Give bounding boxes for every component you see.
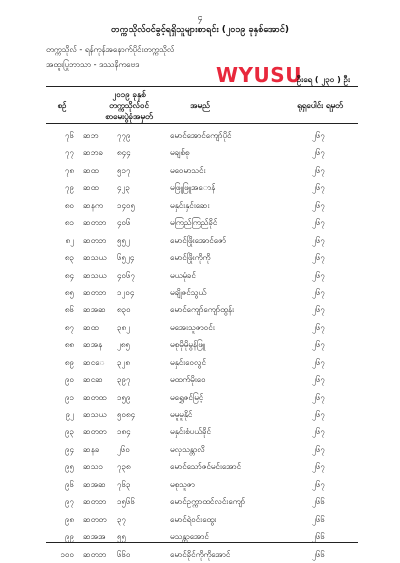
row-student-name: မဝေမာသင်း [170, 165, 206, 175]
row-exam-code: ဆတဘ [83, 497, 107, 507]
row-exam-code: ဆသယ [83, 253, 107, 263]
header-entrance-line2: တက္ကသိုလ်ဝင် [109, 101, 149, 110]
table-row [0, 371, 400, 388]
row-student-name: မနှင်းနှင်းဆေး [170, 200, 210, 210]
table-row [0, 214, 400, 231]
row-number: ၉၆ [65, 479, 74, 489]
row-exam-code: ဆထ [83, 183, 99, 193]
table-row [0, 511, 400, 528]
table-row [0, 232, 400, 249]
page-number: ၄ [197, 13, 203, 23]
row-entrance-no: ၅၀၈၄ [117, 410, 136, 419]
row-score: ၂၆၇ [312, 340, 325, 350]
row-student-name: မနှင်းဝေလွင် [170, 357, 206, 367]
row-exam-code: ဆတဘ [83, 235, 107, 245]
row-number: ၈၈ [64, 340, 74, 350]
row-number: ၇၉ [65, 183, 74, 193]
row-number: ၈၂ [65, 235, 74, 245]
row-number: ၁၀၀ [60, 549, 74, 559]
table-row [0, 441, 400, 458]
table-bottom-rule [46, 542, 358, 543]
row-exam-code: ဆတတ [83, 514, 107, 524]
table-row [0, 179, 400, 196]
document-title: တက္ကသိုလ်ဝင်ခွင့်ရရှိသူများစာရင်း (၂၀၁၉ ခုနှစ်အောင်) [111, 25, 289, 35]
header-name: အမည် [190, 101, 210, 110]
total-count: ဦးရေ ( ၂၃၀ ) ဦး [296, 75, 350, 84]
row-student-name: မောင်အောင်ကျော်ပိုင် [170, 131, 232, 140]
row-score: ၂၆၇ [312, 392, 325, 402]
row-score: ၂၆၇ [312, 270, 325, 280]
row-number: ၉၃ [65, 427, 74, 437]
row-student-name: မချစ်စု [170, 148, 190, 158]
row-exam-code: ဆတဘ [83, 287, 107, 297]
row-student-name: မစုမိုမိုမွန်ဖြူ [170, 340, 206, 350]
row-entrance-no: ၃၉၇ [117, 375, 131, 385]
row-number: ၇၆ [65, 131, 74, 140]
row-number: ၉၈ [64, 514, 74, 524]
row-score: ၂၆၆ [312, 532, 325, 542]
row-entrance-no: ၁၄၀၅ [117, 200, 135, 210]
table-row [0, 267, 400, 284]
table-row [0, 406, 400, 423]
table-row [0, 162, 400, 179]
row-entrance-no: ၈၄၄ [117, 148, 131, 158]
row-exam-code: ဆဘ [83, 131, 99, 140]
row-entrance-no: ၃၇ [117, 514, 126, 524]
row-exam-code: ဆနခ [83, 444, 100, 454]
row-score: ၂၆၇ [312, 444, 325, 454]
row-student-name: မောင်သော်ဇင်မင်းအောင် [170, 462, 242, 472]
watermark-logo: WYUSU [216, 63, 302, 87]
row-score: ၂၆၇ [312, 235, 325, 245]
row-entrance-no: ၁၅၆၆ [117, 497, 135, 507]
row-student-name: မအေးသူဇာဝင်း [170, 322, 215, 332]
table-row [0, 249, 400, 266]
row-score: ၂၆၇ [312, 322, 325, 332]
row-student-name: မချိုဇင်သွယ် [170, 287, 207, 297]
row-score: ၂၆၇ [312, 462, 325, 472]
row-entrance-no: ၁၈၄ [117, 427, 131, 437]
row-student-name: မောင်ဥက္ကာထင်လင်းကျော် [170, 497, 246, 507]
row-number: ၈၅ [64, 287, 74, 297]
row-number: ၈၁ [64, 218, 74, 228]
row-entrance-no: ၅၅၂ [117, 235, 130, 245]
row-entrance-no: ၆၅၂၄ [117, 253, 135, 263]
row-entrance-no: ၇၆၃ [117, 479, 131, 489]
row-number: ၈၄ [64, 270, 74, 280]
row-score: ၂၆၆ [312, 497, 325, 507]
row-student-name: မနှင်းစံပယ်ခိုင် [170, 427, 211, 437]
table-top-rule [46, 86, 358, 87]
row-score: ၂၆၇ [312, 131, 325, 140]
row-number: ၉၉ [65, 532, 74, 542]
row-student-name: မသန္တာအောင် [170, 532, 209, 542]
table-row [0, 458, 400, 475]
row-exam-code: ဆတတ [83, 427, 107, 437]
table-row [0, 197, 400, 214]
row-score: ၂၆၇ [312, 148, 325, 158]
row-entrance-no: ၅၅ [117, 532, 126, 542]
row-score: ၂၆၇ [312, 218, 325, 228]
row-exam-code: ဆအအ [83, 532, 106, 542]
row-student-name: မမူမူနိုင် [170, 410, 193, 419]
header-entrance-line1: ၂၀၁၉ ခုနှစ် [112, 90, 146, 99]
row-entrance-no: ၁၅၉ [117, 392, 131, 402]
table-row [0, 493, 400, 510]
row-score: ၂၆၆ [312, 514, 325, 524]
row-student-name: မောင်ဖြိုးကိုကို [170, 253, 211, 263]
row-score: ၂၆၇ [312, 427, 325, 437]
table-row [0, 336, 400, 353]
row-score: ၂၆၇ [312, 357, 325, 367]
table-body [0, 127, 400, 563]
row-number: ၉၇ [65, 497, 74, 507]
row-entrance-no: ၇၃၈ [117, 462, 131, 472]
row-entrance-no: ၄၀၆၇ [117, 270, 135, 280]
row-exam-code: ဆသ၁ [83, 462, 103, 472]
row-entrance-no: ၁၂၀၄ [117, 287, 135, 297]
table-row [0, 546, 400, 563]
header-no: စဉ် [57, 101, 67, 110]
row-score: ၂၆၆ [312, 549, 325, 559]
row-exam-code: ဆထ [83, 165, 99, 175]
row-entrance-no: ၅၁၇ [117, 165, 131, 175]
table-row [0, 127, 400, 144]
row-exam-code: ဆသယ [83, 410, 107, 419]
row-score: ၂၆၇ [312, 200, 325, 210]
row-number: ၈၇ [64, 322, 74, 332]
row-score: ၂၆၇ [312, 183, 325, 193]
row-exam-code: ဆတဘ [83, 218, 107, 228]
table-row [0, 319, 400, 336]
table-row [0, 476, 400, 493]
header-entrance [92, 89, 166, 122]
row-student-name: မကြည်ကြည်ခိုင် [170, 218, 218, 228]
row-student-name: မလှသန္တာလိ [170, 444, 205, 454]
row-exam-code: ဆနက [83, 200, 103, 210]
row-number: ၉၄ [65, 444, 74, 454]
row-score: ၂၆၇ [312, 287, 325, 297]
major-line: အထူးပြုဘာသာ - ဒဿနိကဗေဒ [46, 60, 140, 69]
row-number: ၇၇ [65, 148, 74, 158]
row-student-name: မယမုံခင် [170, 270, 196, 280]
table-row [0, 354, 400, 371]
row-student-name: မစုသူဇာ [170, 479, 195, 489]
row-entrance-no: ၈၃၀ [117, 305, 131, 315]
row-exam-code: ဆအဆ [83, 305, 106, 315]
table-row [0, 144, 400, 161]
row-score: ၂၆၇ [312, 253, 325, 263]
row-exam-code: ဆဘခ [83, 148, 103, 158]
row-score: ၂၆၇ [312, 305, 325, 315]
row-student-name: မောင်ဖြိုးအောင်ဇော် [170, 235, 227, 245]
row-student-name: မဖြူဖြူအ‌ောန် [170, 183, 216, 193]
header-entrance-line3: စာမေးပွဲခုံအမှတ် [105, 112, 153, 121]
row-entrance-no: ၆၆၀ [117, 549, 131, 559]
row-exam-code: ဆတဘ [83, 549, 107, 559]
table-row [0, 389, 400, 406]
row-student-name: မောင်ကျော်ကျော်ထွန်း [170, 305, 234, 315]
row-entrance-no: ၃၂၈ [117, 357, 130, 367]
row-entrance-no: ၂၆၀ [117, 444, 130, 454]
row-entrance-no: ၇၇၉ [117, 131, 131, 140]
row-score: ၂၆၇ [312, 479, 325, 489]
row-number: ၇၈ [64, 165, 74, 175]
row-exam-code: ဆင‌ဆ [83, 375, 103, 385]
row-exam-code: ဆင‌ေ [83, 357, 105, 367]
row-number: ၈၃ [64, 253, 74, 263]
row-exam-code: ဆထ [83, 322, 99, 332]
row-score: ၂၆၇ [312, 165, 325, 175]
row-score: ၂၆၇ [312, 410, 325, 419]
row-number: ၈၉ [64, 357, 74, 367]
row-exam-code: ဆသယ [83, 270, 107, 280]
row-student-name: မောင်ရဲဝင်းထွေး [170, 514, 217, 524]
table-row [0, 423, 400, 440]
row-number: ၈၀ [64, 200, 74, 210]
row-number: ၉၂ [65, 410, 74, 419]
row-student-name: မထက်မိုးဝေ [170, 375, 206, 385]
row-number: ၈၆ [64, 305, 74, 315]
row-exam-code: ဆအဆ [83, 479, 106, 489]
row-exam-code: ဆတထ [83, 392, 107, 402]
table-row [0, 301, 400, 318]
row-student-name: မရွှေဇင်မြင့် [170, 392, 204, 402]
header-score: ရုရှပေါင်း ရမှတ် [297, 101, 343, 110]
row-number: ၉၁ [65, 392, 74, 402]
row-score: ၂၆၇ [312, 375, 325, 385]
table-header-rule [46, 123, 358, 124]
row-exam-code: ဆအန [83, 340, 103, 350]
row-entrance-no: ၄၂၃ [117, 183, 130, 193]
university-line: တက္ကသိုလ် - ရန်ကုန်အနောက်ပိုင်းတက္ကသိုလ် [46, 45, 175, 54]
row-entrance-no: ၂၈၅ [117, 340, 130, 350]
table-row [0, 284, 400, 301]
row-number: ၉၀ [65, 375, 74, 385]
row-number: ၉၅ [65, 462, 74, 472]
row-entrance-no: ၃၈၂ [117, 322, 130, 332]
row-student-name: မောင်ခိုင်ကိုကိုအောင် [170, 549, 231, 559]
row-entrance-no: ၄၀၆ [117, 218, 131, 228]
